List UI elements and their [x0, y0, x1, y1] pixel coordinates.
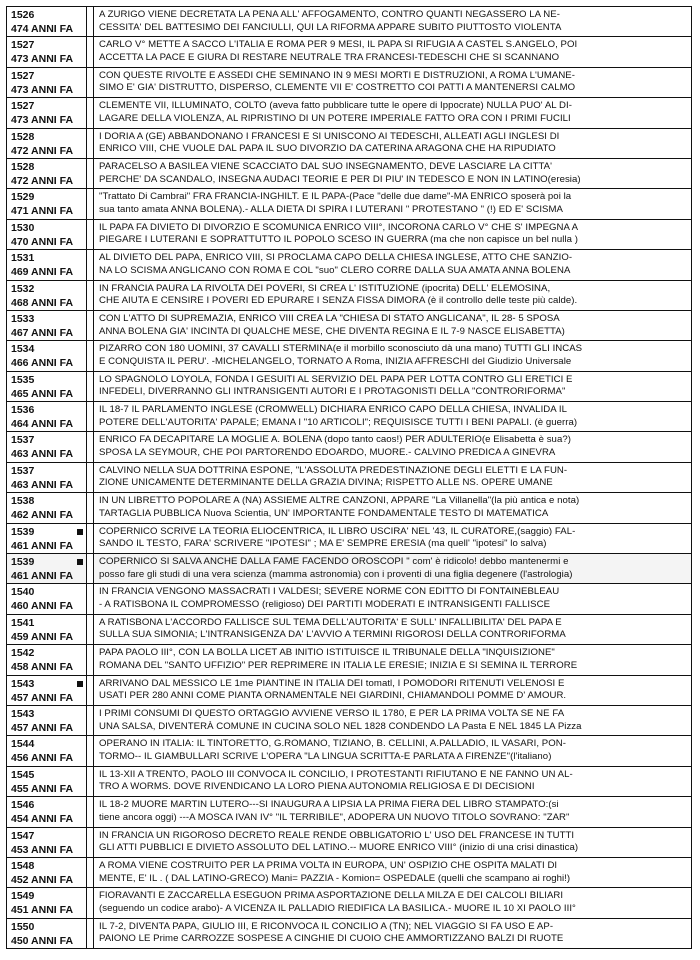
event-text-line: UNA SALSA, DIVENTERÀ COMUNE IN CUCINA SOLO NEL 1828 CONDENDO LA Pasta E NEL 1845 LA Pizza — [99, 720, 582, 732]
event-text-cell — [94, 676, 691, 705]
table-row — [6, 919, 692, 949]
event-text-cell — [94, 645, 691, 674]
event-text-cell — [94, 7, 691, 36]
table-row — [6, 706, 692, 736]
years-ago-label: 465 ANNI FA — [11, 387, 74, 400]
event-text-line: MENTE, E' IL . ( DAL LATINO-GRECO) Mani= PAZZIA - Komion= OSPEDALE (quelli che scampano ai roghi!) — [99, 872, 571, 884]
column-divider — [87, 828, 94, 857]
table-row — [6, 220, 692, 250]
year-cell — [7, 189, 87, 218]
year-label: 1528 — [11, 160, 35, 173]
year-label: 1539 — [11, 556, 35, 569]
event-text-line: CON L'ATTO DI SUPREMAZIA, ENRICO VIII CREA LA "CHIESA DI STATO ANGLICANA", IL 28- 5 SPOSA — [99, 312, 560, 324]
year-label: 1541 — [11, 616, 35, 629]
table-row — [6, 615, 692, 645]
event-text-line: I DORIA A (GE) ABBANDONANO I FRANCESI E SI UNISCONO AI TEDESCHI, ALLEATI AGLI INGLESI DI — [99, 130, 560, 142]
event-text-line: PARACELSO A BASILEA VIENE SCACCIATO DAL SUO INSEGNAMENTO, DEVE LASCIARE LA CITTA' — [99, 160, 553, 172]
event-text-cell — [94, 250, 691, 279]
year-label: 1533 — [11, 312, 35, 325]
event-text-line: IN FRANCIA PAURA LA RIVOLTA DEI POVERI, SI CREA L' ISTITUZIONE (ipocrita) DELL' ELEMOSINA, — [99, 282, 551, 294]
event-text-cell — [94, 706, 691, 735]
year-cell — [7, 37, 87, 66]
event-text-line: ENRICO FA DECAPITARE LA MOGLIE A. BOLENA (dopo tanto caos!) PER ADULTERIO(e Elisabetta è sua?) — [99, 434, 571, 446]
year-cell — [7, 68, 87, 97]
column-divider — [87, 37, 94, 66]
year-cell — [7, 341, 87, 370]
years-ago-label: 464 ANNI FA — [11, 418, 74, 431]
column-divider — [87, 250, 94, 279]
year-cell — [7, 281, 87, 310]
years-ago-label: 468 ANNI FA — [11, 296, 74, 309]
year-cell — [7, 524, 87, 553]
column-divider — [87, 189, 94, 218]
year-label: 1539 — [11, 525, 35, 538]
event-text-line: IL PAPA FA DIVIETO DI DIVORZIO E SCOMUNICA ENRICO VIII°, INCORONA CARLO V° CHE S' IMPEGNA A — [99, 221, 579, 233]
year-label: 1548 — [11, 859, 35, 872]
table-row — [6, 463, 692, 493]
event-text-cell — [94, 220, 691, 249]
year-cell — [7, 919, 87, 948]
column-divider — [87, 432, 94, 461]
event-text-cell — [94, 402, 691, 431]
year-cell — [7, 311, 87, 340]
table-row — [6, 858, 692, 888]
event-text-line: ANNA BOLENA GIA' INCINTA DI QUALCHE MESE, CHE DIVENTA REGINA E IL 7-9 NASCE ELISABETTA) — [99, 325, 565, 337]
table-row — [6, 676, 692, 706]
year-label: 1527 — [11, 100, 35, 113]
event-text-line: LO SPAGNOLO LOYOLA, FONDA I GESUITI AL SERVIZIO DEL PAPA PER LOTTA CONTRO GLI ERETICI E — [99, 373, 573, 385]
column-divider — [87, 372, 94, 401]
year-label: 1547 — [11, 829, 35, 842]
year-label: 1543 — [11, 677, 35, 690]
table-row — [6, 37, 692, 67]
years-ago-label: 453 ANNI FA — [11, 843, 74, 856]
year-cell — [7, 220, 87, 249]
table-row — [6, 736, 692, 766]
event-text-line: (seguendo un codice arabo)- A VICENZA IL PALLADIO RIEDIFICA LA BASILICA.- MUORE IL 10 XI PAOLO III° — [99, 902, 576, 914]
event-text-cell — [94, 797, 691, 826]
column-divider — [87, 524, 94, 553]
event-text-cell — [94, 159, 691, 188]
event-text-cell — [94, 311, 691, 340]
year-cell — [7, 402, 87, 431]
year-label: 1527 — [11, 69, 35, 82]
event-text-line: GLI ATTI PUBBLICI E DIVIETO ASSOLUTO DEL LATINO.-- MUORE ENRICO VIII° (inizio di una crisi dinastica) — [99, 842, 579, 854]
year-cell — [7, 129, 87, 158]
event-text-line: IN FRANCIA UN RIGOROSO DECRETO REALE RENDE OBBLIGATORIO L' USO DEL FRANCESE IN TUTTI — [99, 829, 575, 841]
event-text-cell — [94, 432, 691, 461]
column-divider — [87, 341, 94, 370]
event-text-line: A ZURIGO VIENE DECRETATA LA PENA ALL' AFFOGAMENTO, CONTRO QUANTI NEGASSERO LA NE- — [99, 9, 560, 20]
table-row — [6, 7, 692, 37]
year-cell — [7, 463, 87, 492]
years-ago-label: 470 ANNI FA — [11, 235, 74, 248]
table-row — [6, 767, 692, 797]
table-row — [6, 159, 692, 189]
years-ago-label: 463 ANNI FA — [11, 478, 74, 491]
years-ago-label: 469 ANNI FA — [11, 266, 74, 279]
event-text-cell — [94, 189, 691, 218]
column-divider — [87, 919, 94, 948]
event-text-line: OPERANO IN ITALIA: IL TINTORETTO, G.ROMANO, TIZIANO, B. CELLINI, A.PALLADIO, IL VASARI, PON- — [99, 738, 566, 750]
year-cell — [7, 584, 87, 613]
year-label: 1534 — [11, 343, 35, 356]
column-divider — [87, 888, 94, 917]
event-text-line: PAPA PAOLO III°, CON LA BOLLA LICET AB INITIO ISTITUISCE IL TRIBUNALE DELLA "INQUISIZIONE" — [99, 647, 555, 659]
square-bullet-icon — [77, 681, 83, 687]
event-text-line: SPOSA LA SEYMOUR, CHE POI PARTORENDO EDOARDO, MUORE.- CALVINO PREDICA A GINEVRA — [99, 447, 556, 459]
year-cell — [7, 98, 87, 127]
event-text-line: A RATISBONA L'ACCORDO FALLISCE SUL TEMA DELL'AUTORITA' E SULL' INFALLIBILITA' DEL PAPA E — [99, 616, 562, 628]
event-text-line: CALVINO NELLA SUA DOTTRINA ESPONE, "L'ASSOLUTA PREDESTINAZIONE DEGLI ELETTI E LA FUN- — [99, 464, 568, 476]
years-ago-label: 458 ANNI FA — [11, 661, 74, 674]
table-row — [6, 341, 692, 371]
year-cell — [7, 372, 87, 401]
year-cell — [7, 615, 87, 644]
year-cell — [7, 554, 87, 583]
event-text-cell — [94, 888, 691, 917]
event-text-cell — [94, 828, 691, 857]
column-divider — [87, 7, 94, 36]
column-divider — [87, 68, 94, 97]
years-ago-label: 459 ANNI FA — [11, 630, 74, 643]
year-cell — [7, 767, 87, 796]
event-text-line: tiene ancora oggi) ---A MOSCA IVAN IV° "IL TERRIBILE", ADOPERA UN NUOVO TITOLO SOVRANO: "ZAR" — [99, 811, 570, 823]
year-label: 1536 — [11, 404, 35, 417]
table-row — [6, 129, 692, 159]
event-text-line: PIEGARE I LUTERANI E SOPRATTUTTO IL POPOLO SCESO IN GUERRA (ma che non capisce un bel nulla ) — [99, 234, 578, 246]
event-text-line: - A RATISBONA IL COMPROMESSO (religioso) DEI PARTITI MODERATI E INTRANSIGENTI FALLISCE — [99, 599, 551, 611]
year-label: 1542 — [11, 647, 35, 660]
table-row — [6, 250, 692, 280]
table-row — [6, 372, 692, 402]
year-label: 1538 — [11, 495, 35, 508]
column-divider — [87, 493, 94, 522]
year-cell — [7, 432, 87, 461]
column-divider — [87, 129, 94, 158]
event-text-line: CESSITA' DEL BATTESIMO DEI FANCIULLI, QUI LA RIFORMA APPARE SUBITO PIUTTOSTO VIOLENTA — [99, 21, 562, 33]
event-text-line: TORMO-- IL GIAMBULLARI SCRIVE L'OPERA "LA LINGUA SCRITTA-E PARLATA A FIRENZE"(l'italiano) — [99, 750, 552, 762]
year-cell — [7, 706, 87, 735]
event-text-cell — [94, 98, 691, 127]
event-text-cell — [94, 615, 691, 644]
years-ago-label: 466 ANNI FA — [11, 357, 74, 370]
column-divider — [87, 736, 94, 765]
event-text-line: A ROMA VIENE COSTRUITO PER LA PRIMA VOLTA IN EUROPA, UN' OSPIZIO CHE OSPITA MALATI DI — [99, 859, 558, 871]
event-text-line: CHE AIUTA E CENSIRE I POVERI ED EPURARE I SENZA FISSA DIMORA (è il controllo delle teste più calde). — [99, 295, 578, 307]
years-ago-label: 450 ANNI FA — [11, 934, 74, 947]
event-text-line: posso fare gli studi di una vera scienza (mamma astronomia) con i proventi di una figlia degenere (l'astrologia) — [99, 568, 573, 580]
event-text-cell — [94, 281, 691, 310]
table-row — [6, 98, 692, 128]
event-text-line: ZIONE UNICAMENTE DETERMINANTE DELLA GRAZIA DIVINA; RISPETTO ALLE NS. OPERE UMANE — [99, 477, 553, 489]
year-label: 1546 — [11, 799, 35, 812]
years-ago-label: 463 ANNI FA — [11, 448, 74, 461]
years-ago-label: 473 ANNI FA — [11, 83, 74, 96]
year-label: 1543 — [11, 707, 35, 720]
table-row — [6, 828, 692, 858]
year-label: 1549 — [11, 890, 35, 903]
years-ago-label: 473 ANNI FA — [11, 114, 74, 127]
column-divider — [87, 159, 94, 188]
event-text-line: PIZARRO CON 180 UOMINI, 37 CAVALLI STERMINA(e il morbillo sconosciuto dà una mano) TUTTI GLI INCAS — [99, 343, 583, 355]
event-text-line: COPERNICO SCRIVE LA TEORIA ELIOCENTRICA, IL LIBRO USCIRA' NEL '43, IL CURATORE,(saggio) FAL- — [99, 525, 576, 537]
years-ago-label: 461 ANNI FA — [11, 539, 74, 552]
event-text-line: PERCHE' DA SCANDALO, INSEGNA AUDACI TEORIE E PER DI PIU' IN TEDESCO E NON IN LATINO(eresia) — [99, 173, 581, 185]
year-label: 1537 — [11, 464, 35, 477]
table-row — [6, 888, 692, 918]
event-text-cell — [94, 463, 691, 492]
event-text-line: E CONQUISTA IL PERU'. -MICHELANGELO, TORNATO A Roma, INIZIA AFFRESCHI del Giudizio Universale — [99, 355, 572, 367]
column-divider — [87, 645, 94, 674]
event-text-line: IL 18-2 MUORE MARTIN LUTERO---SI INAUGURA A LIPSIA LA PRIMA FIERA DEL LIBRO STAMPATO:(si — [99, 799, 559, 811]
years-ago-label: 457 ANNI FA — [11, 721, 74, 734]
column-divider — [87, 220, 94, 249]
year-label: 1544 — [11, 738, 35, 751]
event-text-line: IN UN LIBRETTO POPOLARE A (NA) ASSIEME ALTRE CANZONI, APPARE "La Villanella"(la più antica e nota) — [99, 495, 580, 507]
event-text-line: ENRICO VIII, CHE VUOLE DAL PAPA IL SUO DIVORZIO DA CATERINA ARAGONA CHE HA RIPUDIATO — [99, 143, 556, 155]
event-text-line: IL 7-2, DIVENTA PAPA, GIULIO III, E RICONVOCA IL CONCILIO A (TN); NEL VIAGGIO SI FA USO E AP- — [99, 920, 554, 932]
column-divider — [87, 402, 94, 431]
event-text-line: CLEMENTE VII, ILLUMINATO, COLTO (aveva fatto pubblicare tutte le opere di Ippocrate) NULLA PUO' AL DI- — [99, 100, 572, 112]
years-ago-label: 455 ANNI FA — [11, 782, 74, 795]
years-ago-label: 451 ANNI FA — [11, 904, 74, 917]
column-divider — [87, 463, 94, 492]
event-text-line: I PRIMI CONSUMI DI QUESTO ORTAGGIO AVVIENE VERSO IL 1780, E PER LA PRIMA VOLTA SE NE FA — [99, 707, 565, 719]
event-text-line: PAIONO LE Prime CARROZZE SOSPESE A CINGHIE DI CUOIO CHE AMMORTIZZANO BALZI DI RUOTE — [99, 933, 564, 945]
column-divider — [87, 584, 94, 613]
event-text-cell — [94, 341, 691, 370]
year-label: 1527 — [11, 39, 35, 52]
event-text-line: LAGARE DELLA VIOLENZA, AL RIPRISTINO DI UN POTERE IMPERIALE FATTO ORA CON I PRIMI FUCILI — [99, 112, 571, 124]
year-cell — [7, 493, 87, 522]
event-text-line: SULLA SUA SIMONIA; L'INTRANSIGENZA DA' L'AVVIO A TERMINI RIGOROSI DELLA CONTRORIFORMA — [99, 629, 566, 641]
event-text-cell — [94, 584, 691, 613]
year-cell — [7, 645, 87, 674]
column-divider — [87, 706, 94, 735]
table-row — [6, 311, 692, 341]
event-text-cell — [94, 37, 691, 66]
event-text-line: SANDO IL TESTO, FARA' SCRIVERE "IPOTESI" ; MA E' SEMPRE ERESIA (ma quell' "ipotesi" lo salva) — [99, 538, 547, 550]
years-ago-label: 471 ANNI FA — [11, 205, 74, 218]
event-text-line: CARLO V° METTE A SACCO L'ITALIA E ROMA PER 9 MESI, IL PAPA SI RIFUGIA A CASTEL S.ANGELO, POI — [99, 39, 578, 51]
event-text-cell — [94, 493, 691, 522]
table-row — [6, 645, 692, 675]
column-divider — [87, 767, 94, 796]
year-cell — [7, 888, 87, 917]
table-row — [6, 432, 692, 462]
event-text-line: IL 18-7 IL PARLAMENTO INGLESE (CROMWELL) DICHIARA ENRICO CAPO DELLA CHIESA, INVALIDA IL — [99, 404, 567, 416]
years-ago-label: 454 ANNI FA — [11, 813, 74, 826]
event-text-line: IN FRANCIA VENGONO MASSACRATI I VALDESI; SEVERE NORME CON EDITTO DI FONTAINEBLEAU — [99, 586, 560, 598]
years-ago-label: 467 ANNI FA — [11, 326, 74, 339]
event-text-line: USATI PER 280 ANNI COME PIANTA ORNAMENTALE NEI GIARDINI, CHIAMANDOLI POMME D' AMOUR. — [99, 690, 567, 702]
event-text-line: TRO A WORMS. DOVE RIVENDICANO LA LORO PIENA AUTONOMIA RELIGIOSA E DI DECISIONI — [99, 781, 535, 793]
event-text-cell — [94, 767, 691, 796]
table-row — [6, 68, 692, 98]
year-label: 1529 — [11, 191, 35, 204]
year-cell — [7, 7, 87, 36]
event-text-line: INFEDELI, DIVERRANNO GLI INTRANSIGENTI AUTORI E I PROTAGONISTI DELLA "CONTRORIFORMA" — [99, 386, 566, 398]
year-label: 1535 — [11, 373, 35, 386]
column-divider — [87, 615, 94, 644]
table-row — [6, 189, 692, 219]
years-ago-label: 473 ANNI FA — [11, 53, 74, 66]
event-text-line: ROMANA DEL "SANTO UFFIZIO" PER REPRIMERE IN ITALIA LE ERESIE; INIZIA E SI SEMINA IL TERRORE — [99, 659, 578, 671]
year-label: 1532 — [11, 282, 35, 295]
years-ago-label: 456 ANNI FA — [11, 752, 74, 765]
years-ago-label: 472 ANNI FA — [11, 144, 74, 157]
column-divider — [87, 281, 94, 310]
years-ago-label: 452 ANNI FA — [11, 873, 74, 886]
column-divider — [87, 676, 94, 705]
square-bullet-icon — [77, 529, 83, 535]
event-text-line: SIMO E' GIA' DISTRUTTO, DISPERSO, CLEMENTE VII E' COSTRETTO COI PATTI A MANTENERSI CALMO — [99, 82, 576, 94]
event-text-line: IL 13-XII A TRENTO, PAOLO III CONVOCA IL CONCILIO, I PROTESTANTI RIFIUTANO E NE FANNO UN AL- — [99, 768, 573, 780]
year-cell — [7, 797, 87, 826]
table-row — [6, 402, 692, 432]
table-row — [6, 524, 692, 554]
event-text-line: ACCETTA LA PACE E GIURA DI RESTARE NEUTRALE TRA FRANCESI-TEDESCHI CHE SI SCANNANO — [99, 51, 560, 63]
years-ago-label: 460 ANNI FA — [11, 600, 74, 613]
event-text-line: sua tanto amata ANNA BOLENA).- ALLA DIETA DI SPIRA I LUTERANI " PROTESTANO " (!) ED E' SCISMA — [99, 203, 563, 215]
event-text-cell — [94, 68, 691, 97]
year-cell — [7, 159, 87, 188]
year-label: 1530 — [11, 221, 35, 234]
table-row — [6, 493, 692, 523]
table-row — [6, 554, 692, 584]
event-text-line: AL DIVIETO DEL PAPA, ENRICO VIII, SI PROCLAMA CAPO DELLA CHIESA INGLESE, ATTO CHE SANZIO- — [99, 252, 573, 264]
table-row — [6, 797, 692, 827]
event-text-line: FIORAVANTI E ZACCARELLA ESEGUON PRIMA ASPORTAZIONE DELLA MILZA E DEI CALCOLI BILIARI — [99, 890, 564, 902]
event-text-line: NA LO SCISMA ANGLICANO CON ROMA E COL "suo" CLERO CORRE DALLA SUA AMATA ANNA BOLENA — [99, 264, 571, 276]
years-ago-label: 474 ANNI FA — [11, 23, 74, 35]
event-text-line: ARRIVANO DAL MESSICO LE 1me PIANTINE IN ITALIA DEI tomatl, I POMODORI RITENUTI VELENOSI E — [99, 677, 565, 689]
table-row — [6, 281, 692, 311]
years-ago-label: 472 ANNI FA — [11, 174, 74, 187]
column-divider — [87, 311, 94, 340]
event-text-line: POTERE DELL'AUTORITA' PAPALE; EMANA I "10 ARTICOLI"; REQUISISCE TUTTI I BENI PAPALI. (è guerra) — [99, 416, 578, 428]
year-cell — [7, 250, 87, 279]
year-label: 1526 — [11, 9, 35, 21]
event-text-line: COPERNICO SI SALVA ANCHE DALLA FAME FACENDO OROSCOPI " com' è ridicolo! debbo mantenermi e — [99, 556, 569, 568]
event-text-line: TARTAGLIA PUBBLICA Nuova Scientia, UN' IMPORTANTE FONDAMENTALE TESTO DI MATEMATICA — [99, 507, 549, 519]
year-label: 1531 — [11, 252, 35, 265]
year-label: 1550 — [11, 920, 35, 933]
year-label: 1540 — [11, 586, 35, 599]
event-text-cell — [94, 129, 691, 158]
year-cell — [7, 828, 87, 857]
event-text-cell — [94, 524, 691, 553]
event-text-line: CON QUESTE RIVOLTE E ASSEDI CHE SEMINANO IN 9 MESI MORTI E DISTRUZIONI, A ROMA L'UMANE- — [99, 69, 575, 81]
year-label: 1545 — [11, 768, 35, 781]
event-text-cell — [94, 736, 691, 765]
table-row — [6, 584, 692, 614]
column-divider — [87, 98, 94, 127]
event-text-cell — [94, 554, 691, 583]
event-text-cell — [94, 919, 691, 948]
years-ago-label: 457 ANNI FA — [11, 691, 74, 704]
event-text-line: "Trattato Di Cambrai" FRA FRANCIA-INGHILT. E IL PAPA-(Pace "delle due dame"-MA ENRICO sposerà poi la — [99, 191, 572, 203]
year-label: 1528 — [11, 130, 35, 143]
year-cell — [7, 676, 87, 705]
column-divider — [87, 858, 94, 887]
event-text-cell — [94, 858, 691, 887]
square-bullet-icon — [77, 559, 83, 565]
year-label: 1537 — [11, 434, 35, 447]
column-divider — [87, 554, 94, 583]
year-cell — [7, 736, 87, 765]
column-divider — [87, 797, 94, 826]
event-text-cell — [94, 372, 691, 401]
years-ago-label: 461 ANNI FA — [11, 570, 74, 583]
years-ago-label: 462 ANNI FA — [11, 509, 74, 522]
year-cell — [7, 858, 87, 887]
chronology-table — [6, 6, 692, 949]
